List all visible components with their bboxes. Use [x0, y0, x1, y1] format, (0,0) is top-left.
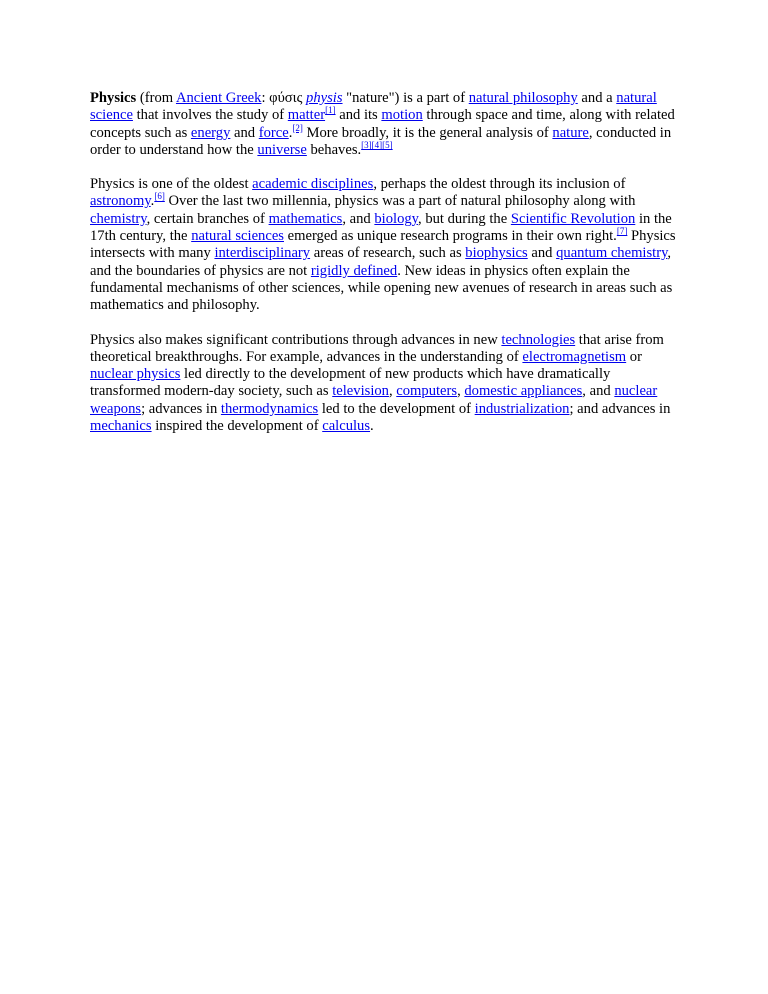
paragraph-history: Physics is one of the oldest academic disciplines, perhaps the oldest through its inclusion of astronomy.[6] Over the last two millennia, physics was a part of natural philosophy along with chemistry, certain branches of mathematics, and biology, but during the Scientific Revolution in the 17th century, the natural sciences emerged as unique research programs in their own right.[7] Physics intersects with many interdisciplinary areas of research, such as biophysics and quantum chemistry, and the boundaries of physics are not rigidly defined. New ideas in physics often explain the fundamental mechanisms of other sciences, while opening new avenues of research in areas such as mathematics and philosophy.: [90, 176, 676, 314]
link-motion[interactable]: motion: [381, 107, 423, 124]
link-mechanics[interactable]: mechanics: [90, 418, 152, 435]
link-television[interactable]: television: [332, 383, 389, 400]
link-chemistry[interactable]: chemistry: [90, 210, 147, 227]
link-mathematics[interactable]: mathematics: [268, 210, 343, 227]
link-physis[interactable]: physis: [306, 90, 343, 106]
link-nuclear-physics[interactable]: nuclear physics: [90, 366, 181, 383]
link-natural-sciences[interactable]: natural sciences: [191, 228, 284, 245]
paragraph-intro: Physics (from Ancient Greek: φύσις physis "nature") is a part of natural philosophy and a natural science that involves the study of matter[1] and its motion through space and time, along with related concepts such as energy and force.[2] More broadly, it is the general analysis of nature, conducted in order to understand how the universe behaves.[3][4][5]: [90, 90, 675, 158]
link-nature[interactable]: nature: [552, 124, 589, 141]
link-astronomy[interactable]: astronomy: [90, 193, 151, 210]
link-electromagnetism[interactable]: electromagnetism: [522, 348, 627, 365]
link-energy[interactable]: energy: [190, 124, 231, 141]
link-rigidly-defined[interactable]: rigidly defined: [310, 262, 398, 279]
link-matter[interactable]: matter: [287, 107, 326, 124]
link-quantum-chemistry[interactable]: quantum chemistry: [556, 245, 668, 262]
link-computers[interactable]: computers: [396, 383, 458, 400]
citation-link[interactable]: [3][4][5]: [361, 140, 393, 151]
term-physics: Physics: [90, 90, 137, 106]
citation-link[interactable]: [2]: [292, 122, 303, 133]
link-natural-philosophy[interactable]: natural philosophy: [468, 90, 578, 106]
document-page: [90, 90, 680, 452]
link-universe[interactable]: universe: [257, 141, 307, 158]
link-technologies[interactable]: technologies: [501, 331, 576, 348]
greek-word: φύσις: [269, 90, 303, 106]
citation-link[interactable]: [1]: [325, 105, 336, 116]
link-calculus[interactable]: calculus: [322, 418, 371, 435]
link-natural-science[interactable]: natural science: [90, 90, 657, 124]
link-academic-disciplines[interactable]: academic disciplines: [252, 176, 374, 193]
citation-link[interactable]: [6]: [154, 191, 165, 202]
link-industrialization[interactable]: industrialization: [474, 400, 570, 417]
paragraph-technology: Physics also makes significant contributions through advances in new technologies that arise from theoretical breakthroughs. For example, advances in the understanding of electromagnetism or nuclear physics led directly to the development of new products which have dramatically transformed modern-day society, such as television, computers, domestic appliances, and nuclear weapons; advances in thermodynamics led to the development of industrialization; and advances in mechanics inspired the development of calculus.: [90, 331, 671, 435]
link-domestic-appliances[interactable]: domestic appliances: [464, 383, 583, 400]
link-nuclear-weapons[interactable]: nuclear weapons: [90, 383, 658, 417]
citation-link[interactable]: [7]: [616, 226, 628, 237]
link-biology[interactable]: biology: [374, 210, 419, 227]
link-scientific-revolution[interactable]: Scientific Revolution: [510, 210, 636, 227]
link-thermodynamics[interactable]: thermodynamics: [220, 400, 319, 417]
link-ancient-greek[interactable]: Ancient Greek: [175, 90, 262, 106]
link-interdisciplinary[interactable]: interdisciplinary: [214, 245, 311, 262]
link-biophysics[interactable]: biophysics: [465, 245, 528, 262]
link-force[interactable]: force: [258, 124, 289, 141]
